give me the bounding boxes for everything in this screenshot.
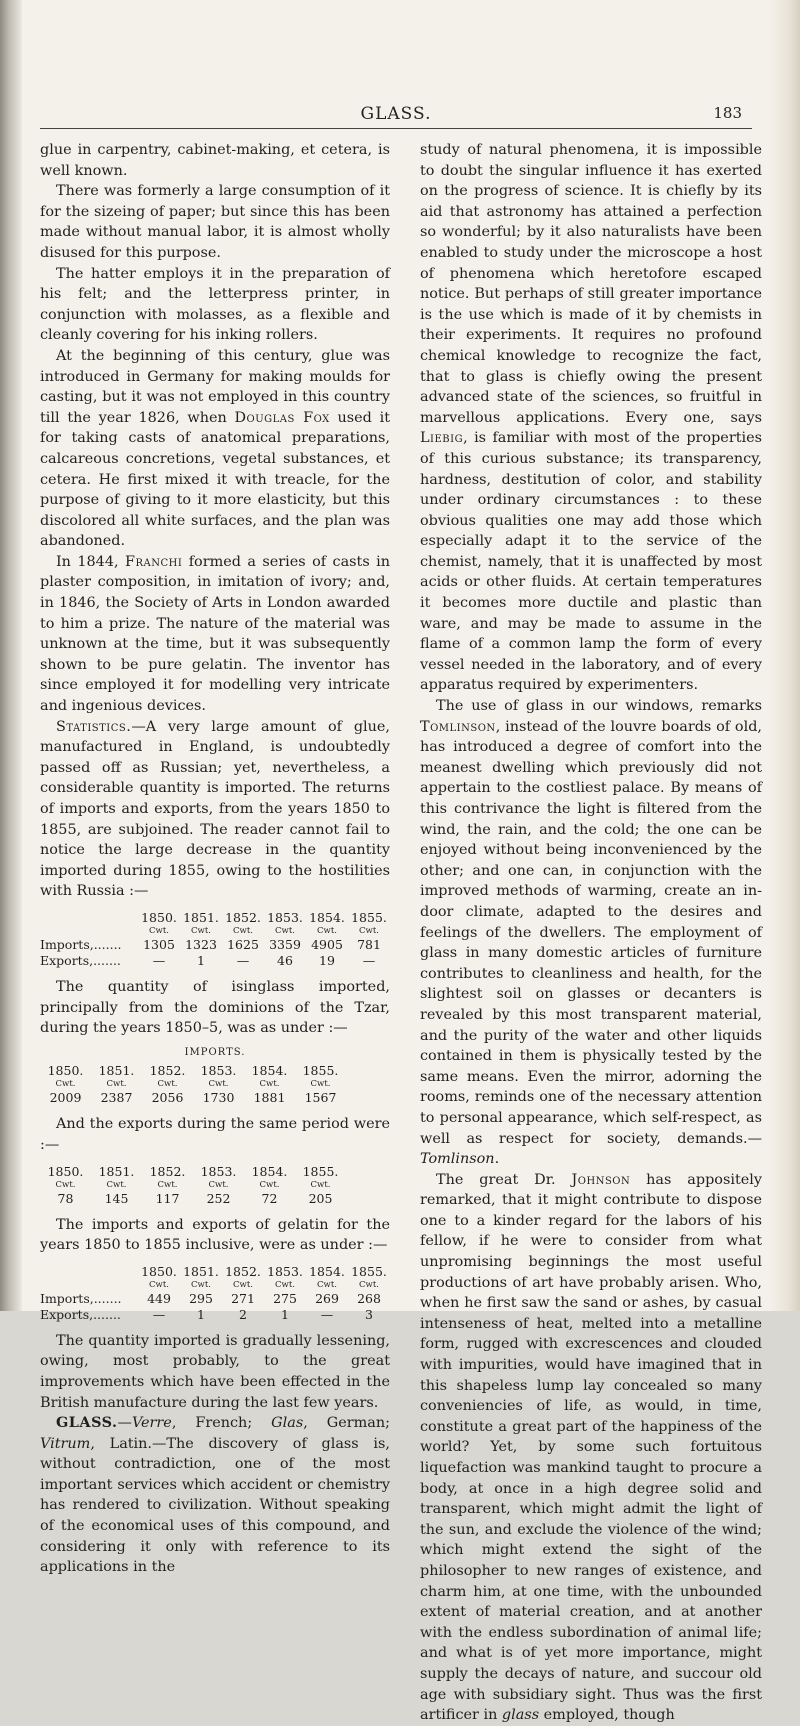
table-header: 1852. (225, 1263, 261, 1279)
text: At the beginning of this century, glue was introduced in Germany for making moulds for casting, but it was not employed in this country till the year 1826, when (40, 347, 390, 426)
unit-label: Cwt. (157, 1079, 178, 1090)
text: . (494, 1151, 500, 1168)
table-cell: 205 (308, 1190, 333, 1206)
italic-term: Glas (271, 1415, 304, 1432)
table-header: 1852. (149, 1163, 186, 1179)
unit-label: Cwt. (259, 1079, 280, 1090)
table-header: 1851. (183, 909, 219, 925)
table-cell: 1625 (227, 936, 259, 952)
page-binding-shadow (0, 0, 22, 1311)
page-edge-shadow (770, 0, 800, 1311)
paragraph (40, 717, 390, 902)
table-header: 1851. (98, 1063, 135, 1079)
person-name: Liebig (420, 430, 464, 447)
table-header: 1852. (225, 909, 261, 925)
table-header: 1855. (351, 909, 387, 925)
table-cell: — (320, 1306, 334, 1322)
table-unit-row (40, 1280, 390, 1291)
table-header: 1854. (251, 1063, 288, 1079)
table-cell: — (152, 952, 166, 968)
page-number: 183 (713, 104, 742, 122)
paragraph (420, 696, 762, 1170)
table-header: 1854. (251, 1163, 288, 1179)
paragraph: And the exports during the same period were :— (40, 1116, 390, 1153)
table-header: 1850. (141, 909, 177, 925)
unit-label: Cwt. (359, 925, 379, 936)
person-name: Douglas Fox (234, 409, 330, 426)
row-label: Imports,....... (40, 936, 122, 952)
table-cell: 145 (104, 1190, 129, 1206)
table-cell: 1323 (185, 936, 217, 952)
unit-label: Cwt. (317, 1279, 337, 1290)
table-cell: 449 (147, 1290, 171, 1306)
unit-label: Cwt. (149, 1279, 169, 1290)
table-row (40, 1191, 390, 1207)
unit-label: Cwt. (233, 1279, 253, 1290)
table-cell: 46 (277, 952, 293, 968)
table-cell: 781 (357, 936, 381, 952)
table-cell: 295 (189, 1290, 213, 1306)
table-header: 1852. (149, 1063, 186, 1079)
table-caption: IMPORTS. (184, 1046, 246, 1058)
text: The great Dr. (436, 1171, 572, 1188)
table-cell: 1 (197, 1306, 205, 1322)
unit-label: Cwt. (259, 1179, 280, 1190)
table-header-row (40, 1164, 390, 1180)
unit-label: Cwt. (106, 1079, 127, 1090)
table-cell: 252 (206, 1190, 231, 1206)
text: study of natural phenomena, it is impossible to doubt the singular influence it has exerted on the progress of science. It is chiefly by its aid that astronomy has attained a perfection so wonderful; by it also naturalists have been enabled to study under the microscope a host of phenomena which heretofore escaped notice. But perhaps of still greater importance is the use which is made of it by chemists in their experiments. It requires no profound chemical knowledge to recognize the fact, that to glass is chiefly owing the present advanced state of the sciences, so fruitful in marvellous applications. Every one, says (420, 142, 762, 426)
text: —A very large amount of glue, manufactured in England, is undoubtedly passed off as Russian; yet, nevertheless, a considerable quantity is imported. The returns of imports and exports, from the years 1850 to 1855, are subjoined. The reader cannot fail to notice the large decrease in the quantity imported during 1855, owing to the hostilities with Russia :— (40, 718, 390, 900)
isinglass-imports-table (40, 1063, 390, 1106)
citation: Tomlinson (420, 1151, 495, 1168)
unit-label: Cwt. (208, 1079, 229, 1090)
person-name: Franchi (125, 553, 183, 570)
running-title: GLASS. (360, 104, 432, 124)
table-cell: 19 (319, 952, 335, 968)
italic-term: Verre (131, 1415, 172, 1432)
paragraph: The hatter employs it in the preparation of his felt; and the letterpress printer, in conjunction with molasses, as a flexible and cleanly covering for his inking rollers. (40, 265, 390, 344)
table-row (40, 937, 390, 953)
table-header: 1854. (309, 909, 345, 925)
unit-label: Cwt. (208, 1179, 229, 1190)
italic-term: glass (501, 1707, 540, 1724)
unit-label: Cwt. (317, 925, 337, 936)
table-cell: 2009 (49, 1090, 82, 1106)
text: has appositely remarked, that it might contribute to dispose one to a kinder regard for the labors of his fellow, if he were to consider from what unpromising beginnings the most useful productions of art have probably arisen. Who, when he first saw the sand or ashes, by casual intenseness of heat, melted into a metalline form, rugged with excrescences and clouded with impurities, would have imagined that in this shapeless lump lay concealed so many conveniencies of life, as would, in time, constitute a great part of the happiness of the world? Yet, by some such fortuitous liquefaction was mankind taught to procure a body, at once in a high degree solid and transparent, which might admit the light of the sun, and exclude the violence of the wind; which might extend the sight of the philosopher to new ranges of existence, and charm him, at one time, with the unbounded extent of material creation, and at another with the endless subordination of animal life; and what is of yet more importance, might supply the decays of nature, and succour old age with subsidiary sight. Thus was the first artificer in (420, 1171, 762, 1724)
table-header: 1853. (267, 1263, 303, 1279)
table-header: 1850. (47, 1063, 84, 1079)
row-label: Exports,....... (40, 1306, 121, 1322)
table-header-row (40, 1264, 390, 1280)
table-cell: 4905 (311, 936, 343, 952)
paragraph: The quantity of isinglass imported, principally from the dominions of the Tzar, during the years 1850–5, was as under :— (40, 978, 390, 1037)
table-cell: — (362, 952, 376, 968)
text: , is familiar with most of the properties of this curious substance; its transparency, hardness, destitution of color, and stability under ordinary circumstances : to these obvious qualities one may add those which especially adapt it to the service of the chemist, namely, that it is unaffected by most acids or other fluids. At certain temperatures it becomes more ductile and plastic than ware, and may be made to assume in the flame of a common lamp the form of every vessel needed in the laboratory, and of every apparatus required by experimenters. (420, 430, 762, 694)
text: , Latin.—The discovery of glass is, without contradiction, one of the most important services which accident or chemistry has rendered to civilization. Without speaking of the economical uses of this compound, and considering it only with reference to its applications in the (40, 1435, 390, 1576)
text: — (117, 1415, 132, 1432)
table-unit-row (40, 1079, 390, 1090)
row-label: Exports,....... (40, 952, 121, 968)
table-header: 1853. (267, 909, 303, 925)
table-row (40, 953, 390, 969)
table-cell: 2387 (100, 1090, 133, 1106)
table-header: 1851. (98, 1163, 135, 1179)
person-name: Johnson (571, 1171, 631, 1188)
glue-trade-table (40, 910, 390, 969)
table-cell: 1881 (253, 1090, 286, 1106)
table-header: 1853. (200, 1063, 237, 1079)
unit-label: Cwt. (233, 925, 253, 936)
unit-label: Cwt. (191, 925, 211, 936)
unit-label: Cwt. (157, 1179, 178, 1190)
table-row (40, 1307, 390, 1323)
table-cell: 1 (281, 1306, 289, 1322)
table-cell: 72 (261, 1190, 278, 1206)
paragraph (40, 346, 390, 552)
paragraph (40, 1413, 390, 1578)
text: formed a series of casts in plaster composition, in imitation of ivory; and, in 1846, the Society of Arts in London awarded to him a prize. The nature of the material was unknown at the time, but it was subsequently shown to be pure gelatin. The inventor has since employed it for modelling very intricate and ingenious devices. (40, 553, 390, 715)
paragraph: glue in carpentry, cabinet-making, et cetera, is well known. (40, 142, 390, 179)
text: , German; (303, 1415, 390, 1432)
table-cell: 269 (315, 1290, 339, 1306)
table-header: 1855. (302, 1163, 339, 1179)
person-name: Tomlinson (420, 718, 496, 735)
text: employed, though (539, 1707, 675, 1724)
table-cell: 117 (155, 1190, 180, 1206)
table-header-row (40, 910, 390, 926)
section-lead: Statistics. (56, 718, 132, 735)
table-header: 1850. (141, 1263, 177, 1279)
unit-label: Cwt. (310, 1179, 331, 1190)
text: The use of glass in our windows, remarks (436, 698, 762, 715)
section-lead: GLASS. (56, 1414, 118, 1432)
table-cell: 275 (273, 1290, 297, 1306)
table-cell: 78 (57, 1190, 74, 1206)
unit-label: Cwt. (55, 1079, 76, 1090)
table-cell: 2056 (151, 1090, 184, 1106)
table-cell: 1730 (202, 1090, 235, 1106)
paragraph: The imports and exports of gelatin for the years 1850 to 1855 inclusive, were as under :— (40, 1216, 390, 1254)
paragraph (40, 552, 390, 717)
italic-term: Vitrum (40, 1435, 91, 1452)
table-cell: 2 (239, 1306, 247, 1322)
paragraph: There was formerly a large consumption of it for the sizeing of paper; but since this has been made without manual labor, it is almost wholly disused for this purpose. (40, 183, 390, 261)
table-header: 1854. (309, 1263, 345, 1279)
table-cell: 1 (197, 952, 205, 968)
table-header: 1851. (183, 1263, 219, 1279)
table-row (40, 1291, 390, 1307)
left-column (40, 140, 390, 1578)
table-cell: 271 (231, 1290, 255, 1306)
isinglass-exports-table (40, 1164, 390, 1207)
paragraph (420, 140, 762, 696)
row-label: Imports,....... (40, 1290, 122, 1306)
table-header-row (40, 1063, 390, 1079)
table-unit-row (40, 1180, 390, 1191)
right-column (420, 140, 762, 1726)
table-cell: 1567 (304, 1090, 337, 1106)
unit-label: Cwt. (275, 1279, 295, 1290)
gelatin-trade-table (40, 1264, 390, 1323)
table-cell: 3359 (269, 936, 301, 952)
table-unit-row (40, 926, 390, 937)
unit-label: Cwt. (149, 925, 169, 936)
table-header: 1855. (351, 1263, 387, 1279)
table-cell: 3 (365, 1306, 373, 1322)
unit-label: Cwt. (191, 1279, 211, 1290)
table-cell: — (152, 1306, 166, 1322)
table-header: 1853. (200, 1163, 237, 1179)
unit-label: Cwt. (55, 1179, 76, 1190)
unit-label: Cwt. (359, 1279, 379, 1290)
page-header (40, 104, 752, 129)
paragraph: The quantity imported is gradually lessening, owing, most probably, to the great improvements which have been effected in the British manufacture during the last few years. (40, 1332, 390, 1411)
text: , instead of the louvre boards of old, has introduced a degree of comfort into the meanest dwelling which previously did not appertain to the costliest palace. By means of this contrivance the light is filtered from the wind, the rain, and the cold; the one can be enjoyed without being inconvenienced by the other; and one can, in conjunction with the improved methods of warming, create an in-door climate, adapted to the desires and feelings of the dwellers. The employment of glass in many domestic articles of furniture contributes to cleanliness and health, for the slightest soil on glasses or decanters is revealed by this most transparent material, and the purity of the water and other liquids contained in them is physically tested by the same means. Even the mirror, adorning the rooms, reminds one of the necessary attention to personal appearance, which self-respect, as well as respect for society, demands.— (420, 718, 762, 1147)
table-cell: — (236, 952, 250, 968)
text: used it for taking casts of anatomical preparations, calcareous concretions, vegetal substances, et cetera. He first mixed it with treacle, for the purpose of giving to it more elasticity, but this discolored all white surfaces, and the plan was abandoned. (40, 409, 390, 550)
table-cell: 268 (357, 1290, 381, 1306)
paragraph (420, 1170, 762, 1726)
unit-label: Cwt. (310, 1079, 331, 1090)
table-header: 1850. (47, 1163, 84, 1179)
text: In 1844, (56, 553, 125, 570)
table-header: 1855. (302, 1063, 339, 1079)
unit-label: Cwt. (275, 925, 295, 936)
unit-label: Cwt. (106, 1179, 127, 1190)
text: , French; (171, 1415, 272, 1432)
table-row (40, 1090, 390, 1106)
table-cell: 1305 (143, 936, 175, 952)
